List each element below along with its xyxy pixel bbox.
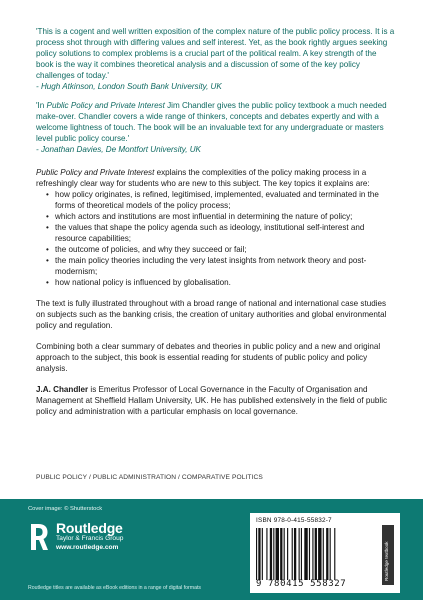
endorsement-quote-1	[36, 26, 396, 92]
quote-2-rest: Jim Chandler gives the public policy textbook a much needed make-over. Chandler covers a wide range of thinkers, concepts and debates expertly and with a welcome lightness of touch. The book will be an invaluable text for any undergraduate or masters level public policy course.'	[36, 101, 387, 143]
list-item: • how policy originates, is refined, legitimised, implemented, evaluated and terminated in the forms of theoretical models of the policy process;	[46, 189, 396, 211]
intro-paragraph	[36, 167, 396, 189]
textbook-tag	[382, 525, 394, 585]
cover-text	[36, 26, 396, 417]
quote-2-attribution: - Jonathan Davies, De Montfort University, UK	[36, 145, 201, 154]
summary-paragraph: Combining both a clear summary of debates and theories in public policy and a new and original approach to the subject, this book is essential reading for students of public policy and policy analysis.	[36, 342, 381, 373]
barcode-panel	[250, 513, 400, 593]
list-item: • the values that shape the policy agenda such as ideology, institutional self-interest and resource capabilities;	[46, 222, 396, 244]
routledge-wordmark	[56, 520, 123, 551]
barcode-number: 9 780415 558327	[256, 579, 347, 589]
intro-text: explains the complexities of the policy making process in a refreshingly clear way for students who are new to this subject. The key topics it explains are:	[36, 168, 370, 188]
quote-1-text: 'This is a cogent and well written exposition of the complex nature of the public policy process. It is a process shot through with differing values and self interest. Yet, as the book rightly argues seeking policy solutions to complex problems is a crucial part of the political realm. A key strength of the book is the way it combines theoretical analysis and a discussion of some of the key policy challenges of today.'	[36, 27, 395, 80]
list-item: • the outcome of policies, and why they succeed or fail;	[46, 244, 396, 255]
textbook-tag-label: Routledge textbook	[384, 541, 389, 581]
cover-image-credit: Cover image: © Shutterstock	[28, 506, 103, 512]
list-item: • which actors and institutions are most influential in determining the nature of policy;	[46, 211, 396, 222]
ebook-note: Routledge titles are available as eBook editions in a range of digital formats	[28, 585, 202, 591]
list-item: • the main policy theories including the very latest insights from network theory and post-modernism;	[46, 255, 396, 277]
key-topics-list	[36, 189, 396, 288]
intro-book-title: Public Policy and Private Interest	[36, 168, 155, 177]
publisher-group: Taylor & Francis Group	[56, 535, 124, 542]
author-name: J.A. Chandler	[36, 385, 89, 394]
publisher-footer	[0, 499, 423, 600]
quote-2-prefix: 'In	[36, 101, 47, 110]
barcode-icon	[256, 528, 374, 580]
isbn-label: ISBN 978-0-415-55832-7	[256, 517, 332, 524]
list-item: • how national policy is influenced by globalisation.	[46, 277, 396, 288]
publisher-url[interactable]: www.routledge.com	[56, 544, 119, 551]
subject-categories: PUBLIC POLICY / PUBLIC ADMINISTRATION / COMPARATIVE POLITICS	[36, 474, 263, 481]
author-bio	[36, 384, 396, 417]
case-studies-paragraph: The text is fully illustrated throughout with a broad range of national and international case studies on subjects such as the banking crisis, the creation of unitary authorities and global environmental policy and regulation.	[36, 299, 387, 330]
routledge-logo-icon	[28, 522, 50, 552]
publisher-name: Routledge	[56, 520, 123, 536]
quote-2-text	[36, 100, 396, 144]
author-bio-text: is Emeritus Professor of Local Governance in the Faculty of Organisation and Management at Sheffield Hallam University, UK. He has published extensively in the field of public policy and administration with a particular emphasis on local governance.	[36, 385, 388, 416]
quote-2-book-title: Public Policy and Private Interest	[46, 101, 165, 110]
quote-1-attribution: - Hugh Atkinson, London South Bank University, UK	[36, 82, 222, 91]
endorsement-quote-2	[36, 100, 396, 155]
